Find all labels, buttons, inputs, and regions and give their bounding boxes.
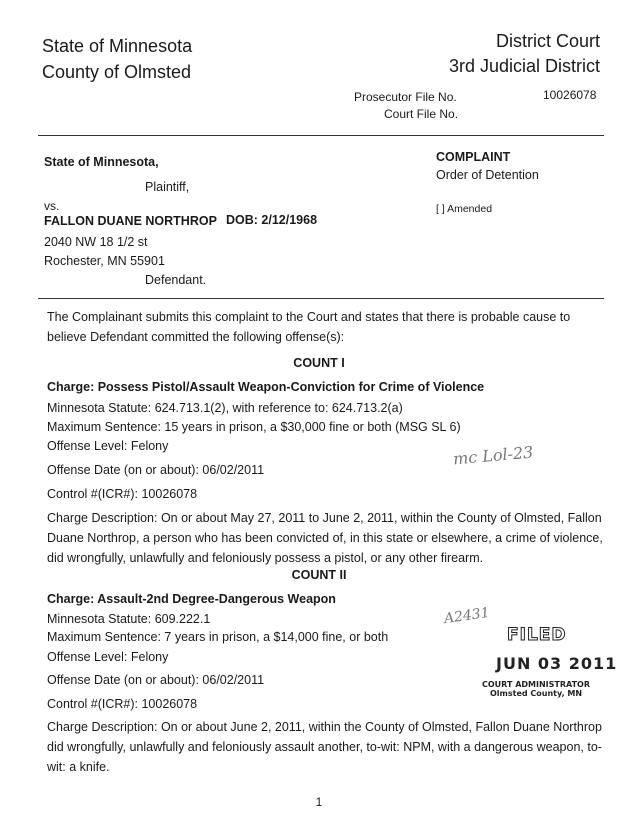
count-2-max-sentence: Maximum Sentence: 7 years in prison, a $14,000 fine, or both: [47, 630, 389, 644]
caption-divider: [38, 298, 604, 299]
filed-stamp: FILED: [507, 625, 567, 645]
district-title: 3rd Judicial District: [448, 56, 600, 76]
county-title: County of Olmsted: [42, 62, 192, 82]
count-2-statute: Minnesota Statute: 609.222.1: [47, 612, 211, 626]
count-2-control-number: Control #(ICR#): 10026078: [47, 697, 198, 711]
versus-label: vs.: [44, 199, 60, 213]
count-1-description: Charge Description: On or about May 27, 2011 to June 2, 2011, within the County of Olmsted, Fallon Duane Northrop, a person who has been convicted of, in this state or elsewhere, a crime of violence, did wrongfully, unlawfully and feloniously possess a pistol, or any other firearm.: [47, 511, 603, 565]
count-1-max-sentence: Maximum Sentence: 15 years in prison, a $30,000 fine or both (MSG SL 6): [47, 420, 461, 434]
plaintiff-name: State of Minnesota,: [44, 155, 159, 169]
page-number: 1: [315, 795, 323, 809]
handwritten-notation-2: A2431: [443, 604, 491, 628]
court-title: District Court: [495, 31, 600, 51]
count-2-offense-level: Offense Level: Felony: [47, 650, 169, 664]
header-divider: [38, 135, 604, 136]
defendant-role: Defendant.: [145, 273, 207, 287]
amended-checkbox: [ ] Amended: [436, 203, 493, 215]
count-1-offense-date: Offense Date (on or about): 06/02/2011: [47, 463, 265, 477]
prosecutor-file-label: Prosecutor File No.: [354, 90, 457, 104]
plaintiff-role: Plaintiff,: [145, 180, 190, 194]
document-type: COMPLAINT: [436, 150, 511, 164]
document-subtype: Order of Detention: [436, 168, 539, 182]
count-1-control-number: Control #(ICR#): 10026078: [47, 487, 198, 501]
count-2-charge: Charge: Assault-2nd Degree-Dangerous Weapon: [47, 592, 336, 606]
count-1-charge: Charge: Possess Pistol/Assault Weapon-Conviction for Crime of Violence: [47, 380, 485, 394]
count-2-heading: COUNT II: [291, 568, 347, 582]
court-file-label: Court File No.: [384, 107, 459, 121]
filed-stamp-line2: Olmsted County, MN: [490, 689, 583, 698]
prosecutor-file-value: 10026078: [543, 88, 597, 102]
filed-stamp-line1: COURT ADMINISTRATOR: [482, 680, 591, 689]
count-1-statute: Minnesota Statute: 624.713.1(2), with reference to: 624.713.2(a): [47, 401, 403, 415]
filed-stamp-date: JUN 03 2011: [496, 654, 618, 673]
defendant-name: FALLON DUANE NORTHROP: [44, 214, 217, 228]
defendant-dob: DOB: 2/12/1968: [226, 213, 318, 227]
defendant-address-line1: 2040 NW 18 1/2 st: [44, 235, 148, 249]
state-title: State of Minnesota: [42, 36, 193, 56]
count-2-description: Charge Description: On or about June 2, 2011, within the County of Olmsted, Fallon Duane Northrop did wrongfully, unlawfully and feloniously assault another, to-wit: NPM, with a dangerous weapon, to-wit: a knife.: [47, 720, 602, 774]
intro-paragraph: The Complainant submits this complaint to the Court and states that there is probable cause to believe Defendant committed the following offense(s):: [47, 310, 571, 344]
count-1-offense-level: Offense Level: Felony: [47, 439, 169, 453]
count-2-offense-date: Offense Date (on or about): 06/02/2011: [47, 673, 265, 687]
defendant-address-line2: Rochester, MN 55901: [44, 254, 165, 268]
count-1-heading: COUNT I: [293, 356, 345, 370]
handwritten-notation-1: mc Lol-23: [452, 442, 535, 469]
